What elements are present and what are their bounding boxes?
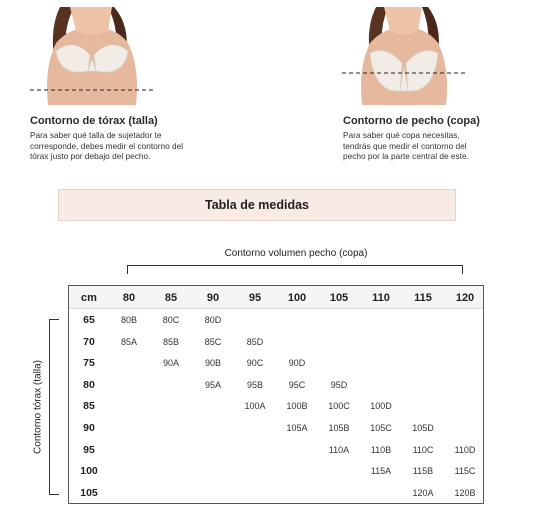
size-cell: 90B (204, 358, 222, 369)
size-cell: 95D (330, 379, 348, 390)
size-cell: 95B (246, 379, 264, 390)
size-cell: 80B (120, 315, 138, 325)
size-cell: 80D (204, 315, 222, 325)
row-header: 65 (83, 314, 95, 326)
size-cell: 85C (204, 336, 222, 347)
column-header: 85 (164, 292, 178, 304)
column-header: 110 (372, 292, 390, 304)
cup-axis-bracket (127, 265, 463, 274)
size-cell: 85B (162, 336, 180, 347)
column-header: 120 (455, 292, 475, 304)
size-cell: 100C (328, 401, 350, 412)
band-axis-bracket (49, 319, 59, 495)
column-header: 80 (122, 292, 136, 304)
size-cell: 85D (246, 336, 264, 347)
column-header: 90 (206, 292, 220, 304)
band-axis-label: Contorno tórax (talla) (32, 360, 44, 454)
row-header: 95 (83, 443, 95, 456)
size-cell: 110A (328, 444, 350, 455)
row-header: 105 (80, 486, 98, 499)
column-header: 100 (287, 292, 307, 304)
table-corner-label: cm (81, 292, 97, 304)
size-cell: 120B (454, 487, 476, 498)
size-cell: 95C (288, 379, 306, 390)
bust-measurement-photo (342, 7, 466, 105)
size-cell: 95A (204, 379, 222, 390)
row-header: 75 (83, 357, 95, 370)
underbust-measurement-photo (30, 7, 154, 105)
column-header: 105 (329, 292, 349, 304)
bust-description: Para saber qué copa necesitas, tendrás que medir el contorno del pecho por la parte central de este. (343, 130, 469, 162)
size-cell: 115A (370, 466, 392, 477)
size-cell: 90A (162, 358, 180, 369)
size-cell: 120A (412, 487, 434, 498)
size-cell: 100D (370, 401, 392, 412)
underbust-title: Contorno de tórax (talla) (30, 115, 158, 127)
size-cell: 115C (454, 466, 476, 477)
size-cell: 100B (286, 401, 308, 412)
size-table (68, 285, 484, 504)
size-cell: 110D (454, 444, 476, 455)
size-table-heading: Tabla de medidas (58, 189, 456, 221)
size-cell: 110C (412, 444, 434, 455)
size-cell: 105A (286, 423, 308, 433)
size-cell: 115B (412, 466, 434, 477)
column-header: 115 (414, 292, 432, 304)
row-header: 85 (83, 400, 95, 413)
row-header: 70 (83, 335, 95, 348)
size-cell: 110B (370, 444, 392, 455)
row-header: 90 (83, 422, 95, 434)
bust-title: Contorno de pecho (copa) (343, 115, 480, 127)
size-cell: 90C (246, 358, 264, 369)
size-cell: 80C (162, 315, 180, 325)
size-cell: 85A (120, 336, 138, 347)
cup-axis-label: Contorno volumen pecho (copa) (224, 248, 368, 259)
table-header-row (69, 286, 483, 309)
size-cell: 105B (328, 423, 350, 433)
size-cell: 105C (370, 423, 392, 433)
underbust-description: Para saber qué talla de sujetador te corresponde, debes medir el contorno del tórax justo por debajo del pecho. (30, 130, 184, 162)
size-cell: 90D (288, 358, 306, 369)
column-header: 95 (248, 292, 262, 304)
row-header: 80 (83, 378, 95, 391)
size-cell: 105D (412, 423, 434, 433)
size-cell: 100A (244, 401, 266, 412)
row-header: 100 (80, 465, 98, 478)
